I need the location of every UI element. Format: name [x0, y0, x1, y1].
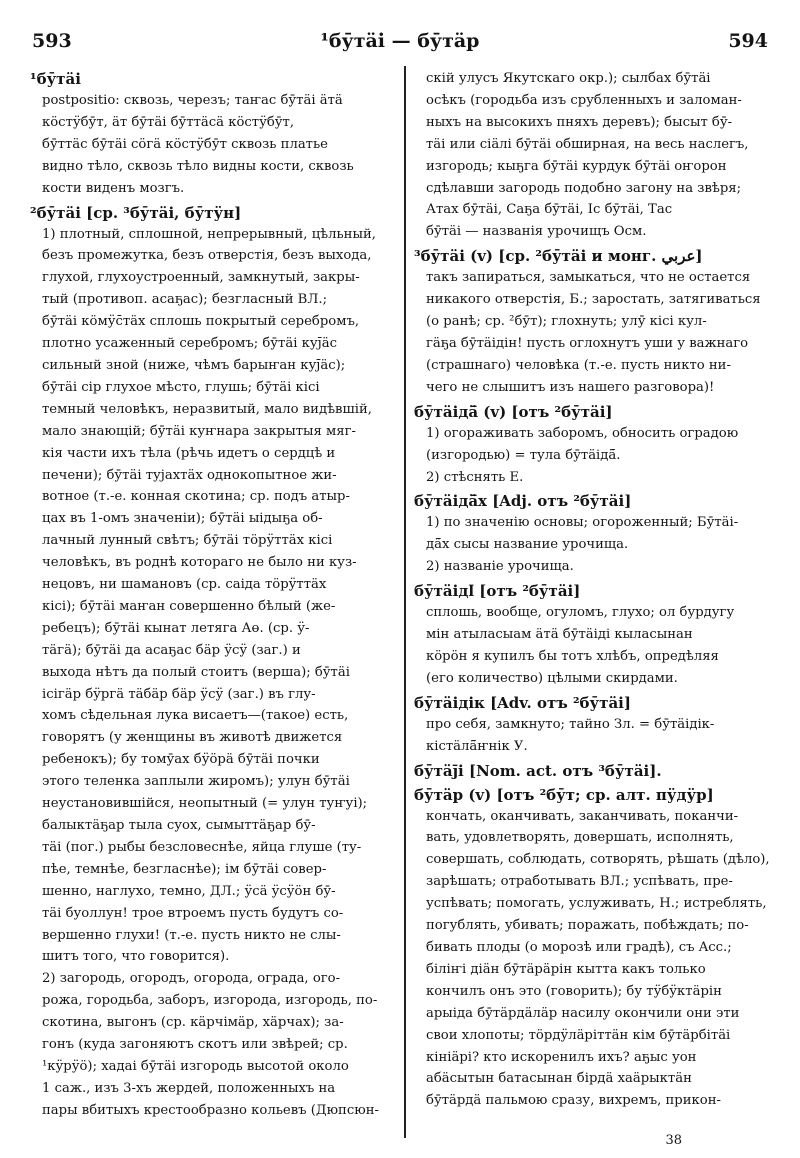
dictionary-entry	[414, 784, 774, 1113]
entry-text-line: Атах бӯтӓі, Саҕа бӯтӓі, Іс бӯтӓі, Тас	[426, 202, 673, 218]
entry-text-line: мін атыласыам ӓтӓ бӯтӓіді кыласынан	[426, 627, 693, 643]
entry-text-line: видно тѣло, сквозь тѣло видны кости, сквозь	[42, 158, 354, 174]
entry-text-line: пѣе, темнѣе, безгласнѣе); ім бӯтӓі совер-	[42, 861, 327, 877]
entry-text-line: рожа, городьба, заборъ, изгорода, изгородь, по-	[42, 993, 378, 1009]
entry-text-line: 1) по значенію основы; огороженный; Бӯтӓі-	[426, 515, 739, 531]
running-title: ¹бӯтӓі — бӯтӓр	[320, 30, 480, 52]
entry-text-line: кістӓлӓ̄ҥнік У.	[426, 738, 528, 754]
entry-text-line: сильный зной (ниже, чѣмъ барыҥан куј̄ӓс);	[42, 357, 346, 373]
entry-text-line: бӯтӓі сір глухое мѣсто, глушь; бӯтӓі кісі	[42, 379, 320, 395]
entry-headword: ³бӯтӓі (v) [ср. ²бӯтӓі и монг. ﻋﺮﺑﻲ]	[414, 247, 703, 266]
entry-text-line: этого теленка заплыли жиромъ); улун бӯтӓі	[42, 774, 350, 790]
dictionary-entry	[414, 401, 774, 489]
entry-text-line: сдѣлавши загородь подобно загону на звѣря;	[426, 180, 742, 196]
entry-text-line: кӧрӧн я купилъ бы тотъ хлѣбъ, опредѣляя	[426, 648, 719, 664]
column-divider	[404, 66, 406, 1138]
entry-text-line: ныхъ на высокихъ пняхъ деревъ); бысыт бӯ-	[426, 114, 733, 130]
entry-text-line: пары вбитыхъ крестообразно кольевъ (Дюпсюн-	[42, 1102, 379, 1118]
entry-text-line: postpositio: сквозь, черезъ; таҥас бӯтӓі ӓтӓ	[42, 93, 343, 108]
entry-text-line: шенно, наглухо, темно, ДЛ.; ӱсӓ ӱсӱӧн бӯ-	[42, 883, 336, 899]
entry-text-line: 2) названіе урочища.	[426, 559, 574, 575]
entry-headword: ¹бӯтӓі	[30, 70, 81, 88]
entry-text-line: ісігӓр бӱргӓ тӓбӓр бӓр ӱсӱ (заг.) въ глу-	[42, 686, 316, 702]
entry-text-line: сплошь, вообще, огуломъ, глухо; ол бурдугу	[426, 605, 735, 621]
entry-text-line: (о ранѣ; ср. ²бӯт); глохнуть; улӯ кісі кул-	[426, 314, 707, 330]
entry-text-line: 1) плотный, сплошной, непрерывный, цѣльный,	[42, 226, 376, 242]
entry-text-line: успѣвать; помогать, услуживать, Н.; истреблять,	[426, 896, 767, 912]
entry-text-line: 2) загородь, огородъ, огорода, ограда, ого-	[42, 971, 341, 987]
entry-text-line: хомъ сѣдельная лука виcаетъ—(такое) есть,	[42, 708, 349, 724]
entry-text-line: тӓгӓ); бӯтӓі да асаҕас бӓр ӱсӱ (заг.) и	[42, 642, 301, 658]
entry-headword: бӯтӓј̄і [Nom. act. отъ ³бӯтӓі].	[414, 761, 662, 780]
entry-text-line: бӯттӓс бӯтӓі сӧгӓ кӧстӱбӯт сквозь платье	[42, 136, 328, 152]
page-number-right: 594	[728, 30, 768, 52]
entry-text-line: никакого отверстія, Б.; заростать, затягиваться	[426, 292, 761, 308]
entry-text-line: балыктӓҕар тыла суох, сымыттӓҕар бӯ-	[42, 818, 316, 833]
entry-text-line: кініӓрі? кто искоренилъ ихъ? аҕыс уон	[426, 1049, 697, 1065]
entry-text-line: плотно усаженный серебромъ; бӯтӓі куј̄ӓс	[42, 336, 337, 352]
entry-text-line: нецовъ, ни шамановъ (ср. саіда тӧрӱттӓх	[42, 577, 327, 593]
entry-text-line: человѣкъ, въ роднѣ котораго не было ни куз-	[42, 555, 357, 571]
entry-text-line: такъ запираться, замыкаться, что не остается	[426, 270, 751, 286]
entry-text-line: цах въ 1-омъ значеніи); бӯтӓі ыідыҕа об-	[42, 511, 323, 527]
entry-text-line: свои хлопоты; тӧрдӱлӓріттӓн кім бӯтӓрбітӓі	[426, 1027, 731, 1043]
entry-text-line: (страшнаго) человѣка (т.-е. пусть никто ни-	[426, 357, 731, 373]
entry-text-line: скотина, выгонъ (ср. кӓрчімӓр, хӓрчах); за-	[42, 1015, 344, 1031]
entry-text-line: кія части ихъ тѣла (рѣчь идетъ о сердцѣ и	[42, 445, 336, 461]
entry-text-line: арыіда бӯтӓрдӓлӓр насилу окончили они эти	[426, 1005, 740, 1021]
entry-headword: бӯтӓідік [Adv. отъ ²бӯтӓі]	[414, 693, 631, 712]
entry-text-line: 2) стѣснять Е.	[426, 469, 524, 485]
entry-text-line: 1) огораживать заборомъ, обносить оградою	[426, 425, 739, 441]
entry-text-line: глухой, глухоустроенный, замкнутый, закры-	[42, 270, 360, 286]
entry-headword: бӯтӓідӏ [отъ ²бӯтӓі]	[414, 582, 581, 601]
entry-text-line: лачный лунный свѣтъ; бӯтӓі тӧрӱттӓх кісі	[42, 533, 333, 549]
entry-text-line: выхода нѣтъ да полый стоитъ (верша); бӯтӓі	[42, 664, 350, 680]
entry-text-line: вать, удовлетворять, довершать, исполнять,	[426, 830, 734, 846]
entry-headword: бӯтӓр (v) [отъ ²бӯт; ср. алт. пӱдӱр]	[414, 785, 714, 804]
entry-text-line: изгородь; кыҕга бӯтӓі курдук бӯтӓі оҥорон	[426, 158, 727, 174]
entry-text-line: кӧстӱбӯт, ӓт бӯтӓі бӯттӓсӓ кӧстӱбӯт,	[42, 114, 295, 130]
entry-text-line: ¹кӱрӱӧ); хадаі бӯтӓі изгородь высотой около	[42, 1058, 349, 1074]
entry-text-line: бӯтӓрдӓ пальмою сразу, вихремъ, прикон-	[426, 1093, 721, 1109]
entry-headword: бӯтӓідӓ̄ (v) [отъ ²бӯтӓі]	[414, 402, 613, 421]
entry-text-line: безъ промежутка, безъ отверстія, безъ выхода,	[42, 248, 372, 264]
page-number-left: 593	[32, 30, 72, 52]
entry-text-line: печени); бӯтӓі тујахтӓх однокопытное жи-	[42, 467, 337, 483]
entry-text-line: (изгородью) = тула бӯтӓідӓ̄.	[426, 447, 621, 463]
entry-text-line: бивать плоды (о морозѣ или градѣ), съ Acc.;	[426, 940, 732, 955]
entry-text-line: чего не слышитъ изъ нашего разговора)!	[426, 379, 715, 395]
entry-text-line: бӯтӓі кӧмӱс̄тӓх сплошь покрытый серебромъ,	[42, 314, 360, 330]
dictionary-entry	[30, 68, 390, 200]
entry-text-line: кончать, оканчивать, заканчивать, поканчи-	[426, 808, 739, 824]
page-header	[32, 30, 768, 56]
entry-text-line: тӓі буоллун! трое втроемъ пусть будутъ со-	[42, 905, 344, 921]
signature-mark: 38	[665, 1133, 682, 1148]
entry-text-line: тӓі или сіӓлі бӯтӓі обширная, на весь наслегъ,	[426, 136, 749, 152]
entry-headword: бӯтӓідӓ̄х [Adj. отъ ²бӯтӓі]	[414, 492, 632, 511]
entry-text-line: говорятъ (у женщины въ животѣ движется	[42, 730, 343, 746]
entry-text-line: тӓі (пог.) рыбы безсловеснѣе, яйца глуше (ту-	[42, 839, 362, 855]
entry-text-line: мало знающій; бӯтӓі куҥнара закрытыя мяг-	[42, 423, 356, 439]
entry-text-line: вотное (т.-е. конная скотина; ср. подъ атыр-	[42, 489, 350, 505]
entry-text-line: гонъ (куда загоняютъ скотъ или звѣрей; ср.	[42, 1037, 348, 1053]
dictionary-entry	[414, 760, 774, 782]
entry-text-line: абӓсытын батасынан бірдӓ хаӓрыктӓн	[426, 1071, 692, 1087]
entry-text-line: ребенокъ); бу томӯах бӱӧрӓ бӯтӓі почки	[42, 752, 320, 768]
entry-text-line: тый (противоп. асаҕас); безгласный ВЛ.;	[42, 292, 328, 308]
dictionary-entry	[30, 202, 390, 1122]
entry-text-line: неустановившійся, неопытный (= улун туҥуі);	[42, 796, 368, 812]
entry-text-line: погублять, убивать; поражать, побѣждать; по-	[426, 918, 749, 934]
left-column	[30, 68, 390, 1124]
entry-text-line: гӓҕа бӯтӓідін! пусть оглохнутъ уши у важнаго	[426, 335, 749, 351]
entry-text-line: ребецъ); бӯтӓі кынат летяга Аө. (ср. ӱ-	[42, 620, 310, 636]
entry-text-line: дӓ̄х сысы название урочища.	[426, 537, 629, 553]
entry-text-line: (его количество) цѣлыми скирдами.	[426, 670, 678, 686]
entry-text-line: кости виденъ мозгъ.	[42, 180, 185, 196]
entry-text-line: про себя, замкнуто; тайно Зл. = бӯтӓідік-	[426, 716, 715, 732]
entry-text-line: осѣкъ (городьба изъ срубленныхъ и заломан-	[426, 92, 742, 108]
entry-text-line: скій улусъ Якутскаго окр.); сылбах бӯтӓі	[426, 71, 711, 86]
entry-text-line: біліҥі діӓн бӯтӓрӓрін кытта какъ только	[426, 961, 706, 977]
dictionary-entry	[414, 245, 774, 398]
entry-text-line: бӯтӓі — названія урочищъ Осм.	[426, 224, 647, 240]
entry-text-line: вершенно глухи! (т.-е. пусть никто не слы-	[42, 927, 341, 943]
dictionary-entry	[414, 490, 774, 578]
dictionary-entry	[414, 692, 774, 758]
right-column	[414, 68, 774, 1114]
entry-text-line: кончилъ онъ это (говорить); бу тӱбӱктӓрін	[426, 983, 722, 999]
dictionary-entry	[414, 580, 774, 690]
entry-text-line: совершать, соблюдать, сотворять, рѣшать (дѣло),	[426, 852, 770, 868]
entry-text-line: зарѣшать; отработывать ВЛ.; успѣвать, пре-	[426, 874, 733, 890]
entry-text-line: кісі); бӯтӓі маҥан совершенно бѣлый (же-	[42, 598, 336, 614]
entry-headword: ²бӯтӓі [ср. ³бӯтӓі, бӯтӱн]	[30, 203, 242, 222]
entry-text-line: шитъ того, что говорится).	[42, 949, 230, 965]
dictionary-entry	[414, 68, 774, 243]
entry-text-line: темный человѣкъ, неразвитый, мало видѣвшій,	[42, 401, 372, 417]
entry-text-line: 1 саж., изъ 3-хъ жердей, положенныхъ на	[42, 1080, 336, 1096]
